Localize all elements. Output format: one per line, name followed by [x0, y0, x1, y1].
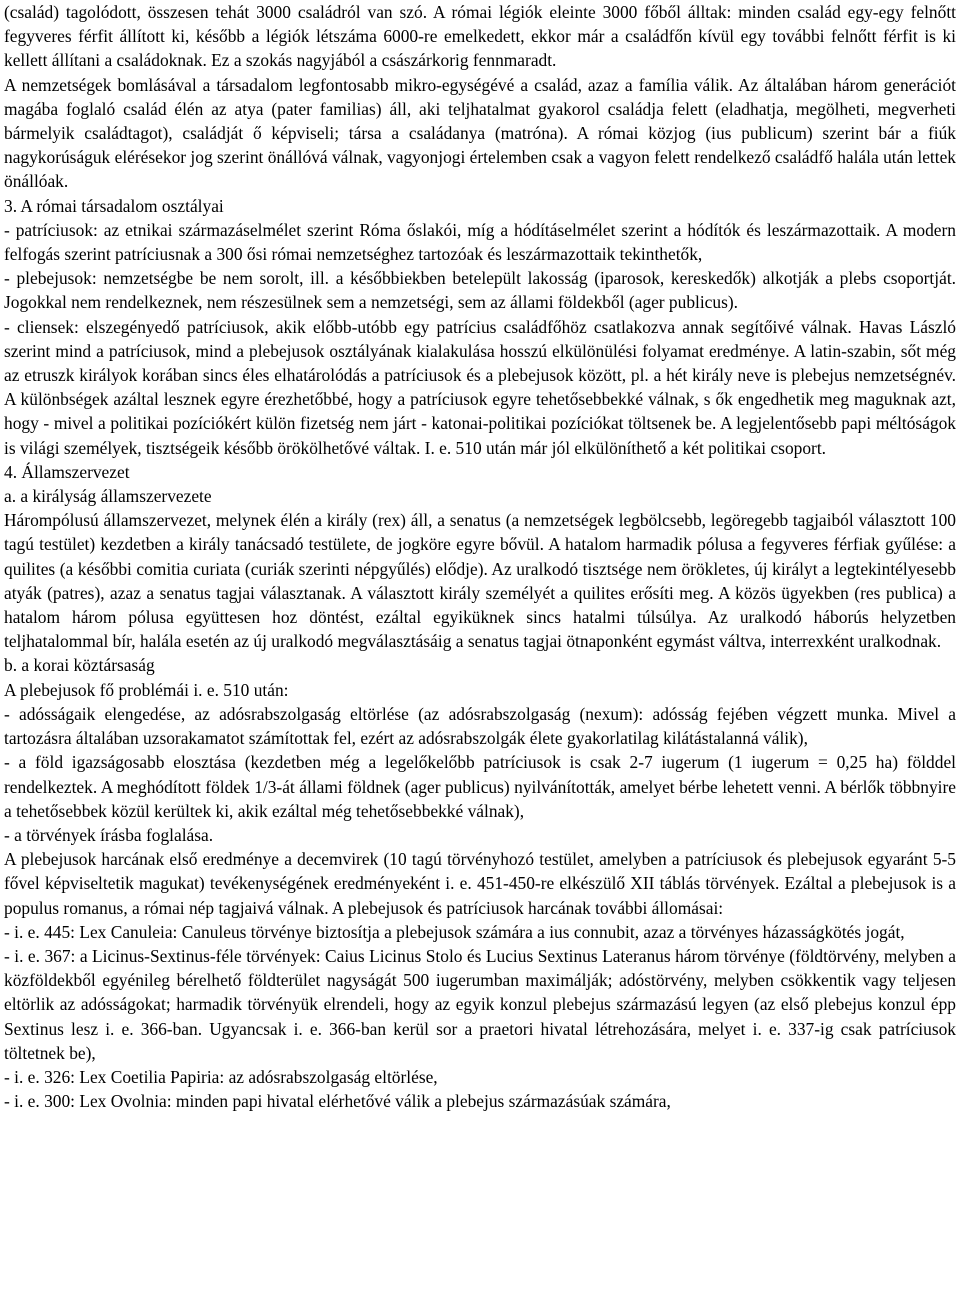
- paragraph-lex-poetelia: - i. e. 326: Lex Coetilia Papiria: az adósrabszolgaság eltörlése,: [4, 1066, 438, 1087]
- paragraph-clients: - cliensek: elszegényedő patríciusok, akik előbb-utóbb egy patrícius családfőhöz csatlakozva annak segítőivé válnak. Havas László szerint mind a patríciusok, mind a plebejusok osztályának kialakulása hosszú elkülönülési folyamat eredménye. A latin-szabin, sőt még az etruszk királyok korában sincs éles elhatárolódás a patríciusok és a plebejusok között, pl. a hét király neve is plebejus nemzetségnév. A különbségek azáltal lesznek egyre érezhetőbbé, hogy a patríciusok egyre tehetősebbekké válnak, s ők engedhetik meg maguknak azt, hogy - mivel a politikai pozíciókért külön fizetség nem járt - katonai-politikai pozíciókat töltsenek be. A legjelentősebb papi méltóságok is világi személyek, tisztségeik később örökölhetővé váltak. I. e. 510 után már jól elkülöníthető a két politikai csoport.: [4, 316, 956, 458]
- paragraph-patricians: - patríciusok: az etnikai származáselmélet szerint Róma őslakói, míg a hódításelmélet szerint a hódítók és leszármazottaik. A modern felfogás szerint patríciusnak a 300 ősi római nemzetséghez tartozóak és leszármazottaik tekinthetők,: [4, 219, 956, 265]
- paragraph-kingdom: Hárompólusú államszervezet, melynek élén a király (rex) áll, a senatus (a nemzetségek legbölcsebb, legöregebb tagjaiból választott 100 tagú testület) kezdetben a király tanácsadó testülete, de jogköre egyre bővül. A hatalom harmadik pólusa a fegyveres férfiak gyűlése: a quilites (a későbbi comitia curiata (curiák szerinti népgyűlés) elődje). Az uralkodó tisztsége nem örökletes, új királyt a legtekintélyesebb atyák (patres), azaz a senatus tagjai választanak. A választott király személyét a quilites erősíti meg. A közös ügyekben (res publica) a hatalom három pólusa együttesen hoz döntést, ezáltal egyiküknek sincs hatalmi túlsúlya. Az uralkodó háborús helyzetben teljhatalommal bír, halála esetén az új uralkodó megválasztásáig a senatus tagjai ötnaponként egymást váltva, interrexként uralkodnak.: [4, 510, 956, 652]
- paragraph-decemvirs: A plebejusok harcának első eredménye a decemvirek (10 tagú törvényhozó testület, amelyben a patríciusok és plebejusok egyaránt 5-5 fővel képviseltetik magukat) tevékenységének eredményeként i. e. 451-450-re elkészülő XII táblás törvények. Ezáltal a plebejusok is a populus romanus, a római nép tagjaivá válnak. A plebejusok és patríciusok harcának további állomásai:: [4, 849, 956, 918]
- paragraph-plebeian-problems-intro: A plebejusok fő problémái i. e. 510 után:: [4, 679, 289, 700]
- subheading-kingdom: a. a királyság államszervezete: [4, 486, 212, 507]
- paragraph-family-legions: (család) tagolódott, összesen tehát 3000 családról van szó. A római légiók eleinte 3000 főből álltak: minden család egy-egy felnőtt fegyveres férfit állított ki, később a légiók létszáma 6000-re emelkedett, ekkor már a családfőn kívül egy további felnőtt férfit is ki kellett állítani a családoknak. Ez a szokás nagyjából a császárkorig fennmaradt.: [4, 2, 956, 71]
- paragraph-lex-canuleia: - i. e. 445: Lex Canuleia: Canuleus törvénye biztosítja a plebejusok számára a ius connubit, azaz a törvényes házasságkötés jogát,: [4, 921, 905, 942]
- paragraph-written-laws: - a törvények írásba foglalása.: [4, 824, 214, 845]
- paragraph-land: - a föld igazságosabb elosztása (kezdetben még a legelőkelőbb patríciusok is csak 2-7 iugerum (1 iugerum = 0,25 ha) földdel rendelkeztek. A meghódított földek 1/3-át állami földnek (ager publicus) nyilvánították, amelyet bérbe lehetett venni. A bérlők többnyire a tehetősebbek közül kerültek ki, akik ezáltal még tehetősebbekké válnak),: [4, 752, 956, 821]
- paragraph-licinian-laws: - i. e. 367: a Licinus-Sextinus-féle törvények: Caius Licinus Stolo és Lucius Sextinus Lateranus három törvénye (földtörvény, melyben a közföldekből egyénileg bérelhető földterület nagyságát 500 iugerumban maximálják; adóstörvény, melyben csökkentik vagy teljesen eltörlik az adósságokat; harmadik törvényük elrendeli, hogy az egyik konzul plebejus származású legyen (az első plebejus konzul épp Sextinus lesz i. e. 366-ban. Ugyancsak i. e. 366-ban kerül sor a praetori hivatal létrehozására, melyet i. e. 337-ig csak patríciusok töltetnek be),: [4, 945, 956, 1063]
- heading-social-classes: 3. A római társadalom osztályai: [4, 195, 224, 216]
- paragraph-familia: A nemzetségek bomlásával a társadalom legfontosabb mikro-egységévé a család, azaz a família válik. Az általában három generációt magába foglaló család élén az atya (pater familias) áll, aki teljhatalmat gyakorol családja felett (eladhatja, megölheti, megverheti bármelyik családtagot), családját ő képviseli; társa a családanya (matróna). A római közjog (ius publicum) szerint bár a fiúk nagykorúságuk elérésekor jog szerint önállóvá válnak, vagyonjogi értelemben csak a vagyon felett rendelkező családfő halála után lettek önállóak.: [4, 74, 956, 192]
- paragraph-lex-ogulnia: - i. e. 300: Lex Ovolnia: minden papi hivatal elérhetővé válik a plebejus származásúak számára,: [4, 1091, 671, 1112]
- paragraph-debt: - adósságaik elengedése, az adósrabszolgaság eltörlése (az adósrabszolgaság (nexum): adósság fejében végzett munka. Mivel a tartozásra általában uzsorakamatot számítottak fel, ezért az adósrabszolgák élete gyakorlatilag kilátástalanná válik),: [4, 703, 956, 749]
- paragraph-plebeians: - plebejusok: nemzetségbe be nem sorolt, ill. a későbbiekben betelepült lakosság (iparosok, kereskedők) alkotják a plebs csoportját. Jogokkal nem rendelkeznek, nem részesülnek sem a nemzetségi, sem az állami földekből (ager publicus).: [4, 268, 956, 313]
- subheading-early-republic: b. a korai köztársaság: [4, 655, 155, 676]
- heading-state-organization: 4. Államszervezet: [4, 461, 130, 482]
